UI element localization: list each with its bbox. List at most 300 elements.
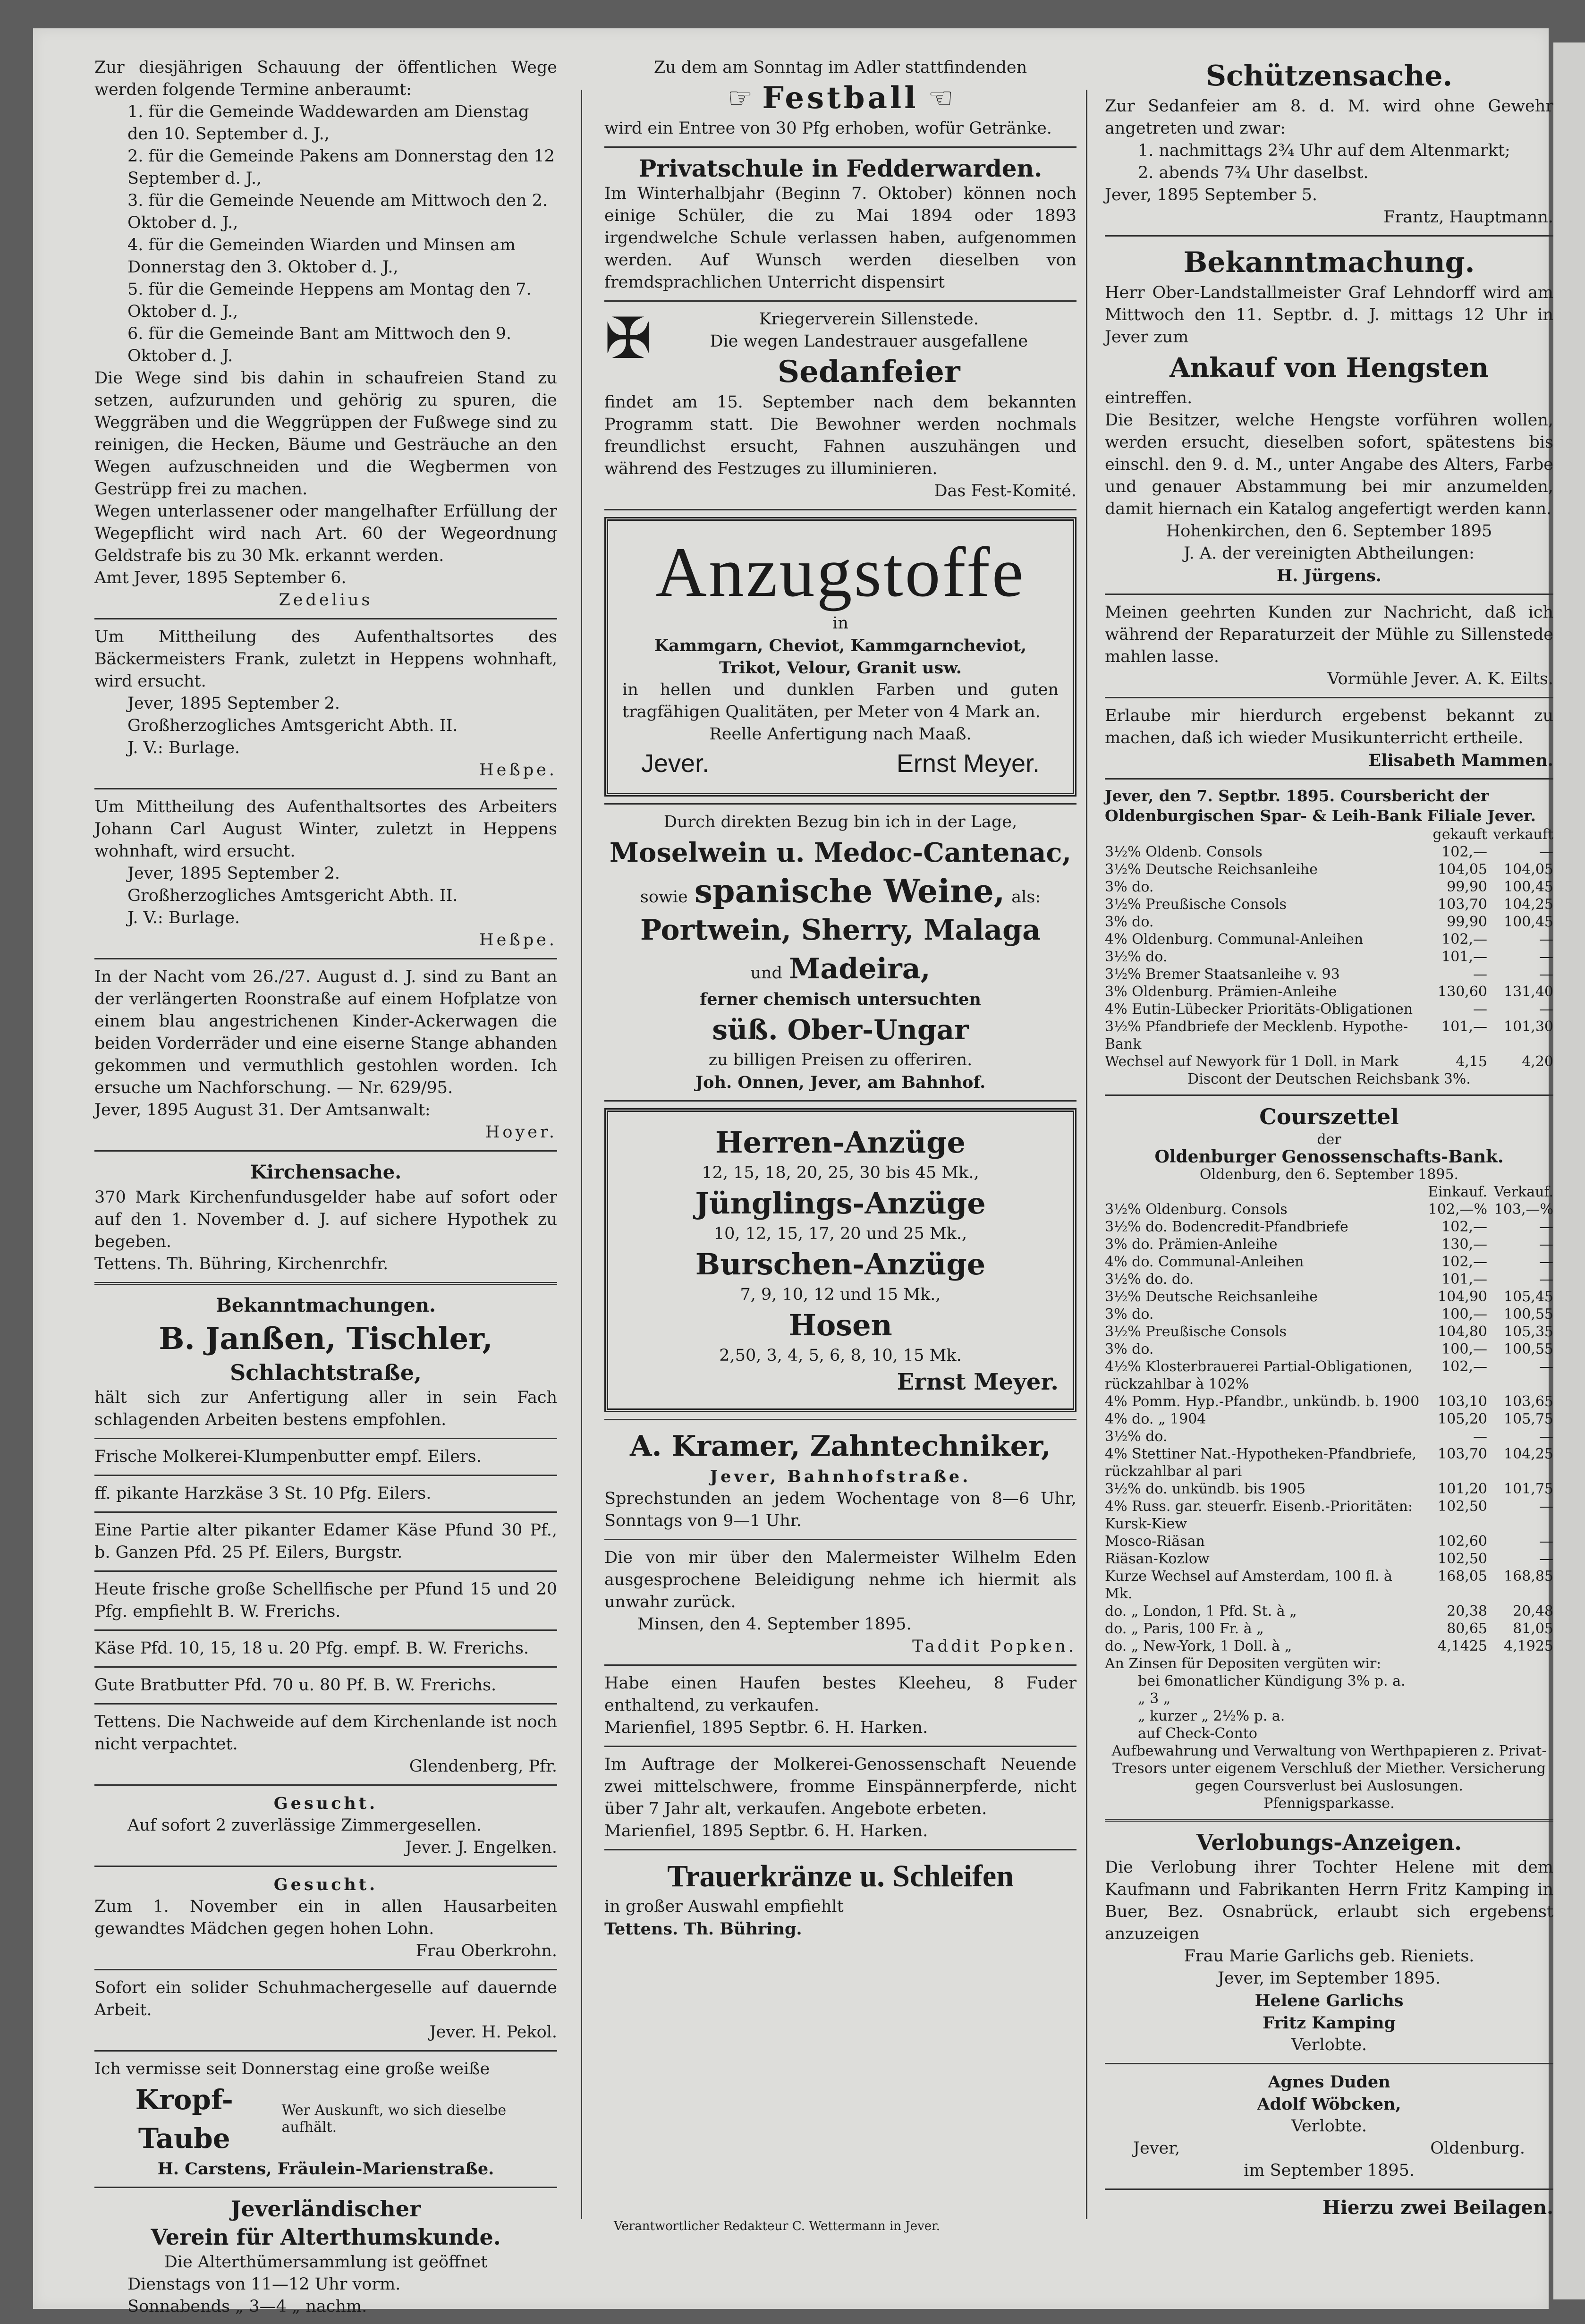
row-value: — <box>1539 949 1553 965</box>
row-value: 101,30 <box>1504 1018 1553 1035</box>
column-3 <box>1105 57 1553 2219</box>
table-note: auf Check-Conto <box>1138 1725 1257 1742</box>
ad-text: in <box>832 614 848 633</box>
table-row <box>1105 1001 1553 1018</box>
divider <box>1105 697 1553 698</box>
table-row <box>1105 1428 1553 1445</box>
divider <box>94 1629 557 1631</box>
divider <box>604 803 1076 805</box>
ad-headline: Jeverländischer <box>230 2196 421 2222</box>
kriegerverein-ad <box>604 308 1076 502</box>
divider <box>94 2050 557 2052</box>
column-1 <box>94 57 557 2318</box>
ad-headline: Bekanntmachung. <box>1183 246 1475 279</box>
row-value: 100,— <box>1441 1306 1487 1323</box>
ad-text: Die Alterthümersammlung ist geöffnet <box>164 2253 488 2272</box>
section-title: Kirchensache. <box>250 1161 402 1183</box>
couple-name: Adolf Wöbcken, <box>1257 2095 1401 2114</box>
ad-location: Jever. <box>641 749 710 778</box>
row-value: 104,80 <box>1438 1323 1487 1340</box>
ad-text: 2,50, 3, 4, 5, 6, 8, 10, 15 Mk. <box>719 1346 962 1365</box>
notice-signature: Glendenberg, Pfr. <box>409 1757 557 1776</box>
row-label: 3% do. <box>1105 1341 1154 1357</box>
row-value: — <box>1539 1271 1553 1288</box>
row-value: 103,—% <box>1494 1201 1553 1218</box>
divider <box>94 1703 557 1705</box>
ad-text: in großer Auswahl empfiehlt <box>604 1897 844 1916</box>
ad-text: Sonnabends „ 3—4 „ nachm. <box>127 2297 367 2316</box>
verein-ad <box>94 2195 557 2318</box>
divider <box>94 2187 557 2188</box>
row-value: 102,50 <box>1438 1498 1487 1515</box>
table-row <box>1105 1053 1553 1070</box>
row-value: 101,— <box>1441 949 1487 965</box>
table-note: An Zinsen für Depositen vergüten wir: <box>1105 1655 1382 1672</box>
divider <box>604 1746 1076 1747</box>
notice-text: 1. für die Gemeinde Waddewarden am Dienstag den 10. September d. J., <box>127 102 529 144</box>
ad-text: sowie <box>640 888 688 907</box>
ad-text: 7, 9, 10, 12 und 15 Mk., <box>740 1285 941 1304</box>
row-value: 105,20 <box>1438 1411 1487 1427</box>
table-row <box>1105 1568 1553 1603</box>
ad-headline: spanische Weine, <box>694 873 1005 910</box>
ad-headline: Anzugstoffe <box>655 533 1026 611</box>
ad-text: Im Winterhalbjahr (Beginn 7. Oktober) können noch einige Schüler, die zu Mai 1894 oder 1893 irgendwelche Schule verlassen haben, aufgenommen werden. Auf Wunsch werden dieselben von fremdsprachlichen Unterricht dispensirt <box>604 184 1076 292</box>
table-row <box>1105 948 1553 966</box>
ad-headline: Portwein, Sherry, Malaga <box>640 914 1041 947</box>
table-row <box>1105 1323 1553 1340</box>
notice-text: J. A. der vereinigten Abtheilungen: <box>1184 544 1475 563</box>
notice-text: Wegen unterlassener oder mangelhafter Erfüllung der Wegepflicht wird nach Art. 60 der Wegeordnung Geldstrafe bis zu 30 Mk. erkannt werden. <box>94 502 557 565</box>
notice-text: Herr Ober-Landstallmeister Graf Lehndorff wird am Mittwoch den 11. Septbr. d. J. mittags 12 Uhr in Jever zum <box>1105 283 1553 347</box>
ad-firm: Ernst Meyer. <box>897 1369 1059 1395</box>
classified-line: ff. pikante Harzkäse 3 St. 10 Pfg. Eilers. <box>94 1484 432 1503</box>
classified-line: Auf sofort 2 zuverlässige Zimmergesellen. <box>127 1816 482 1835</box>
ad-text: Reelle Anfertigung nach Maaß. <box>709 725 972 744</box>
notice-signature: Heßpe. <box>479 931 557 950</box>
notice-text: Zur diesjährigen Schauung der öffentlichen Wege werden folgende Termine anberaumt: <box>94 58 557 99</box>
row-value: 100,55 <box>1504 1306 1553 1323</box>
row-label: 4% do. Communal-Anleihen <box>1105 1254 1304 1270</box>
section-title: Bekanntmachungen. <box>216 1294 436 1316</box>
notice-text: Großherzogliches Amtsgericht Abth. II. <box>127 716 458 735</box>
ad-headline: Trauerkränze u. Schleifen <box>667 1859 1014 1893</box>
table-row <box>1105 1637 1553 1655</box>
row-value: — <box>1539 1551 1553 1567</box>
row-value: — <box>1473 1428 1487 1445</box>
ad-headline: Herren-Anzüge <box>715 1125 966 1160</box>
divider <box>604 300 1076 302</box>
table-note: Aufbewahrung und Verwaltung von Werthpapieren z. Privat-Tresors unter eigenem Verschluß der Miether. Versicherung gegen Coursverlust bei Auslosungen. <box>1111 1743 1547 1794</box>
divider <box>604 1849 1076 1850</box>
classified-line: Gute Bratbutter Pfd. 70 u. 80 Pf. B. W. Frerichs. <box>94 1676 497 1695</box>
notice-text: 5. für die Gemeinde Heppens am Montag den 7. Oktober d. J., <box>127 280 532 321</box>
divider <box>94 1282 557 1285</box>
row-label: 4% Pomm. Hyp.-Pfandbr., unkündb. b. 1900 <box>1105 1393 1420 1410</box>
divider <box>1105 1819 1553 1822</box>
row-value: 168,85 <box>1504 1568 1553 1585</box>
row-value: 101,20 <box>1438 1481 1487 1497</box>
table-row <box>1105 1218 1553 1236</box>
row-value: 102,50 <box>1438 1551 1487 1567</box>
column-2 <box>604 57 1076 1940</box>
row-value: 100,— <box>1441 1341 1487 1357</box>
table-title: Jever, den 7. Septbr. 1895. Coursbericht der Oldenburgischen Spar- & Leih-Bank Filiale Jever. <box>1105 787 1536 825</box>
courszettel-table <box>1105 1103 1553 1812</box>
kramer-ad <box>604 1427 1076 1532</box>
divider <box>1105 235 1553 237</box>
notice-date: Jever, 1895 September 5. <box>1105 186 1317 204</box>
notice-text: Die Besitzer, welche Hengste vorführen wollen, werden ersucht, dieselben sofort, spätestens bis einschl. den 9. d. M., unter Angabe des Alters, Farbe und genauer Abstammung bei mir anzumelden, damit hiernach ein Katalog angefertigt werden kann. <box>1105 411 1553 518</box>
ad-headline: Jünglings-Anzüge <box>695 1186 986 1221</box>
table-row <box>1105 983 1553 1001</box>
table-note: Pfennigsparkasse. <box>1263 1795 1395 1812</box>
wege-notice <box>94 57 557 611</box>
ad-headline: Privatschule in Fedderwarden. <box>638 154 1043 182</box>
ad-text: Durch direkten Bezug bin ich in der Lage, <box>663 813 1017 831</box>
row-label: 3% do. <box>1105 1306 1154 1323</box>
row-value: — <box>1539 1254 1553 1270</box>
ad-text: hält sich zur Anfertigung aller in sein Fach schlagenden Arbeiten bestens empfohlen. <box>94 1388 557 1429</box>
row-label: 3% do. <box>1105 914 1154 930</box>
row-value: — <box>1539 844 1553 860</box>
row-value: 131,40 <box>1504 984 1553 1000</box>
row-value: 81,05 <box>1513 1620 1553 1637</box>
notice-date: Amt Jever, 1895 September 6. <box>94 568 347 587</box>
row-value: — <box>1473 966 1487 983</box>
divider <box>94 1666 557 1668</box>
row-label: 3½% Oldenb. Consols <box>1105 844 1263 860</box>
row-value: 103,10 <box>1438 1393 1487 1410</box>
table-row <box>1105 1340 1553 1358</box>
classified-line: Frische Molkerei-Klumpenbutter empf. Eilers. <box>94 1447 482 1466</box>
table-row <box>1105 1358 1553 1393</box>
divider <box>94 1969 557 1970</box>
notice-signature: Taddit Popken. <box>912 1637 1076 1656</box>
divider <box>94 788 557 789</box>
row-label: 3½% Preußische Consols <box>1105 1323 1287 1340</box>
notice-date: Jever, 1895 September 2. <box>127 864 340 883</box>
divider <box>94 1570 557 1572</box>
table-row <box>1105 1410 1553 1428</box>
notice-signature: H. Carstens, Fräulein-Marienstraße. <box>157 2159 494 2179</box>
ad-text: ferner chemisch untersuchten <box>700 990 981 1009</box>
frank-notice <box>94 626 557 781</box>
column-header: verkauft <box>1493 826 1553 843</box>
notice-text: J. V.: Burlage. <box>127 738 240 757</box>
row-value: 102,—% <box>1428 1201 1487 1218</box>
notice-text: Im Auftrage der Molkerei-Genossenschaft Neuende zwei mittelschwere, fromme Einspännerpferde, nicht über 7 Jahr alt, verkaufen. Angebote erbeten. <box>604 1755 1076 1818</box>
ad-headline: Verein für Alterthumskunde. <box>151 2224 501 2250</box>
notice-signature: Joh. Onnen, Jever, am Bahnhof. <box>695 1073 986 1092</box>
notice-signature: Jever. J. Engelken. <box>405 1838 557 1857</box>
row-value: 104,05 <box>1438 861 1487 878</box>
table-row <box>1105 1271 1553 1288</box>
row-label: 4% Russ. gar. steuerfr. Eisenb.-Prioritäten: Kursk-Kiew <box>1105 1498 1413 1532</box>
notice-date: Jever, 1895 August 31. Der Amtsanwalt: <box>94 1101 431 1120</box>
table-note: „ 3 „ <box>1138 1690 1171 1707</box>
notice-text: Erlaube mir hierdurch ergebenst bekannt zu machen, daß ich wieder Musikunterricht ertheile. <box>1105 706 1553 747</box>
table-row <box>1105 966 1553 983</box>
verlobung-ad <box>1105 1828 1553 2182</box>
row-value: 105,75 <box>1504 1411 1553 1427</box>
notice-signature: Marienfiel, 1895 Septbr. 6. H. Harken. <box>604 1718 928 1737</box>
table-subtitle: Oldenburger Genossenschafts-Bank. <box>1154 1147 1504 1167</box>
column-header: Verkauf. <box>1494 1184 1553 1200</box>
row-value: 101,— <box>1441 1018 1487 1035</box>
notice-text: 370 Mark Kirchenfundusgelder habe auf sofort oder auf den 1. November d. J. auf sichere Hypothek zu begeben. <box>94 1188 557 1251</box>
row-value: — <box>1539 1358 1553 1375</box>
ad-headline: Schützensache. <box>1205 59 1453 93</box>
column-rule-left <box>581 90 582 2219</box>
wagen-notice <box>94 966 557 1144</box>
couple-name: Agnes Duden <box>1268 2072 1390 2092</box>
table-row <box>1105 843 1553 861</box>
row-value: 103,65 <box>1504 1393 1553 1410</box>
notice-signature: Elisabeth Mammen. <box>1368 751 1553 770</box>
classified-line: Zum 1. November ein in allen Hausarbeiten gewandtes Mädchen gegen hohen Lohn. <box>94 1897 557 1938</box>
row-value: 4,1425 <box>1438 1638 1487 1654</box>
table-note: „ kurzer „ 2½% p. a. <box>1138 1708 1285 1724</box>
notice-date: Hohenkirchen, den 6. September 1895 <box>1166 522 1492 541</box>
row-value: 104,90 <box>1438 1289 1487 1305</box>
divider <box>604 1664 1076 1666</box>
notice-text: J. V.: Burlage. <box>127 908 240 927</box>
section-title: Gesucht. <box>273 1794 378 1813</box>
pointing-hand-icon: ☜ <box>928 81 954 115</box>
row-label: 3½% Bremer Staatsanleihe v. 93 <box>1105 966 1340 983</box>
notice-text: Zur Sedanfeier am 8. d. M. wird ohne Gewehr angetreten und zwar: <box>1105 97 1553 138</box>
ad-headline: B. Janßen, Tischler, <box>159 1321 493 1357</box>
row-value: — <box>1539 1236 1553 1253</box>
row-value: 100,45 <box>1504 879 1553 895</box>
row-value: 105,35 <box>1504 1323 1553 1340</box>
ad-text: Sprechstunden an jedem Wochentage von 8—6 Uhr, Sonntags von 9—1 Uhr. <box>604 1489 1076 1530</box>
row-value: 101,— <box>1441 1271 1487 1288</box>
divider <box>1105 2188 1553 2190</box>
trauer-ad <box>604 1857 1076 1940</box>
divider <box>94 1784 557 1786</box>
row-label: 3½% Deutsche Reichsanleihe <box>1105 1289 1318 1305</box>
row-value: 4,20 <box>1522 1053 1553 1070</box>
row-label: 3½% do. <box>1105 949 1168 965</box>
row-label: 3½% Deutsche Reichsanleihe <box>1105 861 1318 878</box>
table-row <box>1105 1306 1553 1323</box>
row-value: — <box>1539 1498 1553 1515</box>
ad-firm: Ernst Meyer. <box>896 749 1040 778</box>
row-value: 4,15 <box>1456 1053 1487 1070</box>
row-value: 102,— <box>1441 844 1487 860</box>
row-value: 102,— <box>1441 1254 1487 1270</box>
notice-text: 2. abends 7¾ Uhr daselbst. <box>1138 163 1369 182</box>
table-row <box>1105 1498 1553 1533</box>
row-value: — <box>1539 1428 1553 1445</box>
table-note: Discont der Deutschen Reichsbank 3%. <box>1187 1071 1471 1087</box>
row-value: 130,60 <box>1438 984 1487 1000</box>
column-header: Einkauf. <box>1428 1184 1487 1200</box>
notice-signature: Frau Oberkrohn. <box>415 1942 557 1960</box>
hengste-ad <box>1105 243 1553 587</box>
ad-text: Verlobte. <box>1291 2036 1367 2054</box>
row-value: 20,48 <box>1513 1603 1553 1620</box>
row-value: 20,38 <box>1447 1603 1487 1620</box>
ad-text: Zu dem am Sonntag im Adler stattfindenden <box>653 58 1027 77</box>
ad-text: in hellen und dunklen Farben und guten tragfähigen Qualitäten, per Meter von 4 Mark an. <box>622 680 1059 721</box>
ad-text: 10, 12, 15, 17, 20 und 25 Mk., <box>713 1224 967 1243</box>
table-row <box>1105 1018 1553 1053</box>
festball-ad <box>604 57 1076 140</box>
row-value: 104,25 <box>1504 1446 1553 1462</box>
table-row <box>1105 1201 1553 1218</box>
ad-headline: Kropf-Taube <box>135 2084 233 2154</box>
next-page-edge <box>1553 42 1585 2299</box>
row-label: 4% Oldenburg. Communal-Anleihen <box>1105 931 1364 948</box>
divider <box>94 958 557 959</box>
ad-text: Kriegerverein Sillenstede. <box>759 310 979 329</box>
divider <box>94 1866 557 1867</box>
ad-text: Die Verlobung ihrer Tochter Helene mit dem Kaufmann und Fabrikanten Herrn Fritz Kamping in Buer, Bez. Osnabrück, erlaubt sich ergebenst anzuzeigen <box>1105 1858 1553 1943</box>
divider <box>1105 1094 1553 1096</box>
row-value: 4,1925 <box>1504 1638 1553 1654</box>
row-value: — <box>1473 1001 1487 1018</box>
ad-text: findet am 15. September nach dem bekannten Programm statt. Die Bewohner werden nochmals freundlichst ersucht, Fahnen auszuhängen und während des Festzuges zu illuminieren. <box>604 393 1076 478</box>
iron-cross-icon: ✠ <box>604 306 652 372</box>
notice-text: 2. für die Gemeinde Pakens am Donnerstag den 12 September d. J., <box>127 147 555 188</box>
table-title: Courszettel <box>1259 1104 1399 1129</box>
ad-subheadline: Schlachtstraße, <box>229 1360 422 1385</box>
section-title: Gesucht. <box>273 1875 378 1894</box>
ad-headline: süß. Ober-Ungar <box>712 1014 969 1046</box>
wein-ad <box>604 811 1076 1094</box>
divider <box>604 509 1076 510</box>
notice-signature: H. Jürgens. <box>1277 566 1382 585</box>
notice-text: Habe einen Haufen bestes Kleeheu, 8 Fuder enthaltend, zu verkaufen. <box>604 1674 1076 1715</box>
ad-text: wird ein Entree von 30 Pfg erhoben, wofür Getränke. <box>604 119 1052 138</box>
row-value: 102,— <box>1441 931 1487 948</box>
row-value: 103,70 <box>1438 1446 1487 1462</box>
notice-text: 1. nachmittags 2¾ Uhr auf dem Altenmarkt; <box>1138 141 1510 160</box>
table-date: Oldenburg, den 6. September 1895. <box>1199 1166 1459 1183</box>
table-row <box>1105 1288 1553 1306</box>
kirchen-notice <box>94 1158 557 1275</box>
notice-signature: Frantz, Hauptmann. <box>1383 208 1553 227</box>
table-row <box>1105 1253 1553 1271</box>
ad-text: als: <box>1011 888 1041 907</box>
notice-date: Jever, 1895 September 2. <box>127 694 340 713</box>
ad-headline: Festball <box>762 80 919 116</box>
row-value: 104,25 <box>1504 896 1553 913</box>
notice-text: Um Mittheilung des Aufenthaltsortes des Arbeiters Johann Carl August Winter, zuletzt in Heppens wohnhaft, wird ersucht. <box>94 797 557 861</box>
notice-text: 4. für die Gemeinden Wiarden und Minsen am Donnerstag den 3. Oktober d. J., <box>127 236 516 277</box>
taube-ad <box>94 2058 557 2180</box>
couple-name: Helene Garlichs <box>1254 1991 1404 2010</box>
ad-text: 12, 15, 18, 20, 25, 30 bis 45 Mk., <box>702 1163 979 1182</box>
ad-text: Die wegen Landestrauer ausgefallene <box>710 332 1028 351</box>
notice-signature: Heßpe. <box>479 761 557 780</box>
divider <box>94 1438 557 1439</box>
ad-text: Kammgarn, Cheviot, Kammgarncheviot, Trikot, Velour, Granit usw. <box>654 636 1027 678</box>
table-subtitle: der <box>1317 1131 1341 1148</box>
row-label: 3½% Oldenburg. Consols <box>1105 1201 1288 1218</box>
divider <box>1105 2063 1553 2064</box>
row-label: Wechsel auf Newyork für 1 Doll. in Mark <box>1105 1053 1399 1070</box>
notice-text: eintreffen. <box>1105 389 1193 407</box>
ad-text: zu billigen Preisen zu offeriren. <box>708 1051 973 1069</box>
divider <box>94 1511 557 1513</box>
ad-text: Wer Auskunft, wo sich dieselbe aufhält. <box>281 2102 507 2136</box>
divider <box>604 1100 1076 1102</box>
row-value: — <box>1539 1219 1553 1235</box>
row-label: 3½% do. do. <box>1105 1271 1194 1288</box>
table-body <box>1105 843 1553 1070</box>
table-row <box>1105 1236 1553 1253</box>
row-value: 101,75 <box>1504 1481 1553 1497</box>
row-value: 102,60 <box>1438 1533 1487 1550</box>
table-note: bei 6monatlicher Kündigung 3% p. a. <box>1138 1673 1406 1689</box>
divider <box>1105 594 1553 595</box>
divider <box>604 1539 1076 1540</box>
notice-text: Um Mittheilung des Aufenthaltsortes des Bäckermeisters Frank, zuletzt in Heppens wohnhaft, wird ersucht. <box>94 628 557 691</box>
row-value: 104,05 <box>1504 861 1553 878</box>
section-title: Verlobungs-Anzeigen. <box>1196 1830 1462 1855</box>
table-row <box>1105 878 1553 896</box>
couple-name: Fritz Kamping <box>1262 2013 1396 2033</box>
table-row <box>1105 1480 1553 1498</box>
row-value: 100,45 <box>1504 914 1553 930</box>
row-label: do. „ Paris, 100 Fr. à „ <box>1105 1620 1264 1637</box>
notice-signature: Zedelius <box>279 591 373 610</box>
editor-footer: Verantwortlicher Redakteur C. Wettermann in Jever. <box>614 2219 940 2233</box>
notice-date: Minsen, den 4. September 1895. <box>637 1615 912 1634</box>
row-value: — <box>1539 931 1553 948</box>
divider <box>94 618 557 619</box>
divider <box>1105 778 1553 780</box>
ad-date: im September 1895. <box>1244 2161 1415 2180</box>
divider <box>604 1419 1076 1420</box>
ad-headline: A. Kramer, Zahntechniker, <box>630 1430 1051 1463</box>
row-label: do. „ New-York, 1 Doll. à „ <box>1105 1638 1292 1654</box>
supplement-note: Hierzu zwei Beilagen. <box>1322 2197 1553 2219</box>
ad-signature: Frau Marie Garlichs geb. Rieniets. <box>1184 1947 1475 1966</box>
divider <box>94 1150 557 1152</box>
ad-text: Verlobte. <box>1291 2117 1367 2136</box>
row-label: 4% Stettiner Nat.-Hypotheken-Pfandbriefe, rückzahlbar al pari <box>1105 1446 1416 1480</box>
ad-headline: Madeira, <box>788 952 931 985</box>
table-row <box>1105 1603 1553 1620</box>
row-value: — <box>1539 1001 1553 1018</box>
table-row <box>1105 896 1553 913</box>
anzugstoffe-ad <box>604 517 1076 797</box>
classified-line: Eine Partie alter pikanter Edamer Käse Pfund 30 Pf., b. Ganzen Pfd. 25 Pf. Eilers, Burgstr. <box>94 1521 557 1562</box>
row-value: — <box>1539 1533 1553 1550</box>
notice-text: 3. für die Gemeinde Neuende am Mittwoch den 2. Oktober d. J., <box>127 191 548 232</box>
row-value: 100,55 <box>1504 1341 1553 1357</box>
table-row <box>1105 1533 1553 1550</box>
row-value: 105,45 <box>1504 1289 1553 1305</box>
divider <box>604 146 1076 148</box>
ad-date: Jever, im September 1895. <box>1217 1969 1441 1988</box>
notice-text: In der Nacht vom 26./27. August d. J. sind zu Bant an der verlängerten Roonstraße auf einem Hofplatze von einem blau angestrichenen Kinder-Ackerwagen die beiden Vorderräder und eine eiserne Stange abhanden gekommen und vermuthlich gestohlen worden. Ich ersuche um Nachforschung. — Nr. 629/95. <box>94 967 557 1097</box>
row-label: 4% do. „ 1904 <box>1105 1411 1206 1427</box>
notice-text: Die von mir über den Malermeister Wilhelm Eden ausgesprochene Beleidigung nehme ich hiermit als unwahr zurück. <box>604 1548 1076 1612</box>
notice-signature: Das Fest-Komité. <box>934 482 1076 500</box>
ad-headline: Hosen <box>788 1308 892 1342</box>
classified-line: Tettens. Die Nachweide auf dem Kirchenlande ist noch nicht verpachtet. <box>94 1713 557 1754</box>
notice-signature: Vormühle Jever. A. K. Eilts. <box>1327 670 1553 688</box>
ad-location: Oldenburg. <box>1430 2139 1525 2158</box>
row-label: do. „ London, 1 Pfd. St. à „ <box>1105 1603 1297 1620</box>
row-label: 3½% do. <box>1105 1428 1168 1445</box>
